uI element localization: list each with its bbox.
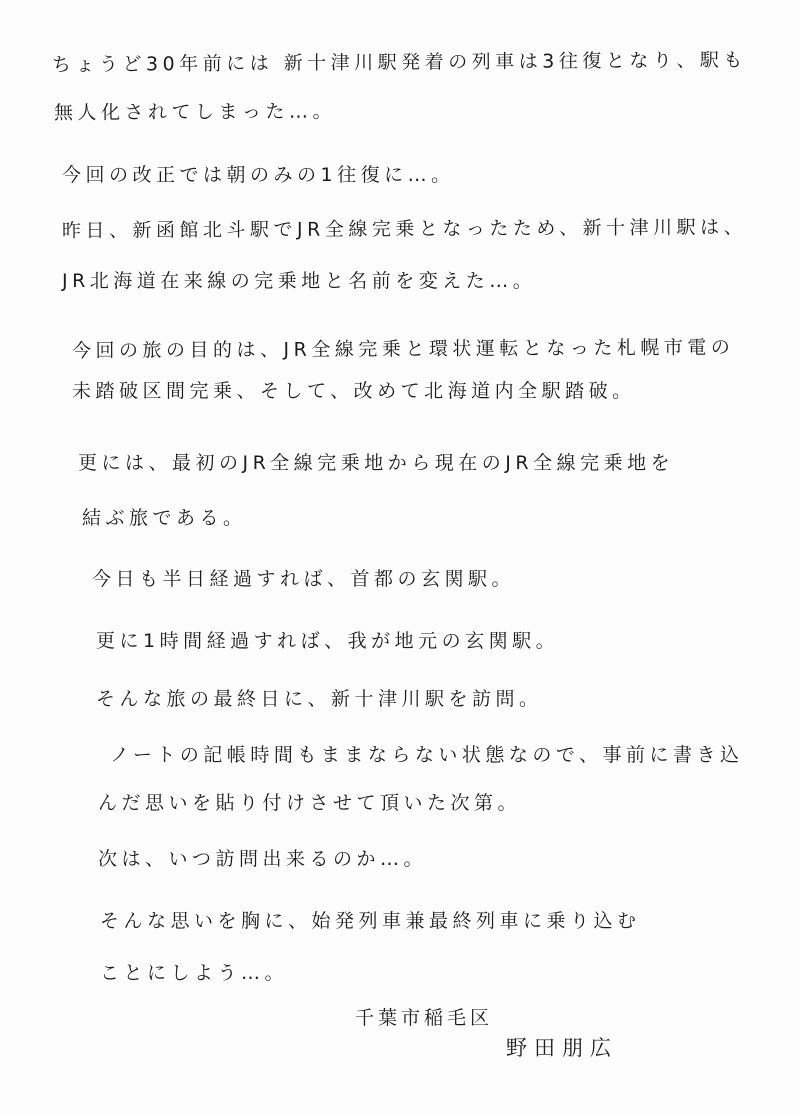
letter-line: んだ思いを貼り付けさせて頂いた次第。 [98,792,522,814]
letter-line: そんな思いを胸に、始発列車兼最終列車に乗り込む [100,910,641,932]
signature-location: 千葉市稲毛区 [355,1007,494,1029]
letter-line: ちょうど30年前には 新十津川駅発着の列車は3往復となり、駅も [51,49,747,76]
signature-name: 野田朋広 [506,1036,618,1060]
letter-line: 次は、いつ訪問出来るのか…。 [98,848,428,870]
letter-line: ノートの記帳時間もままならない状態なので、事前に書き込 [110,744,744,766]
letter-line: 未踏破区間完乗、そして、改めて北海道内全駅踏破。 [72,380,636,402]
letter-line: JR北海道在来線の完乗地と名前を変えた…。 [62,270,537,292]
letter-line: 昨日、新函館北斗駅でJR全線完乗となったため、新十津川駅は、 [61,216,748,242]
letter-line: 更に1時間経過すれば、我が地元の玄関駅。 [96,630,560,652]
letter-line: 今回の改正では朝のみの1往復に…。 [62,164,455,186]
letter-line: 無人化されてしまった…。 [53,100,337,124]
letter-line: ことにしよう…。 [100,962,289,984]
letter-line: そんな旅の最終日に、新十津川駅を訪問。 [96,688,543,710]
letter-line: 結ぶ旅である。 [82,507,247,529]
letter-line: 更には、最初のJR全線完乗地から現在のJR全線完乗地を [78,452,675,474]
letter-line: 今日も半日経過すれば、首都の玄関駅。 [92,568,516,590]
letter-line: 今回の旅の目的は、JR全線完乗と環状運転となった札幌市電の [71,336,735,362]
